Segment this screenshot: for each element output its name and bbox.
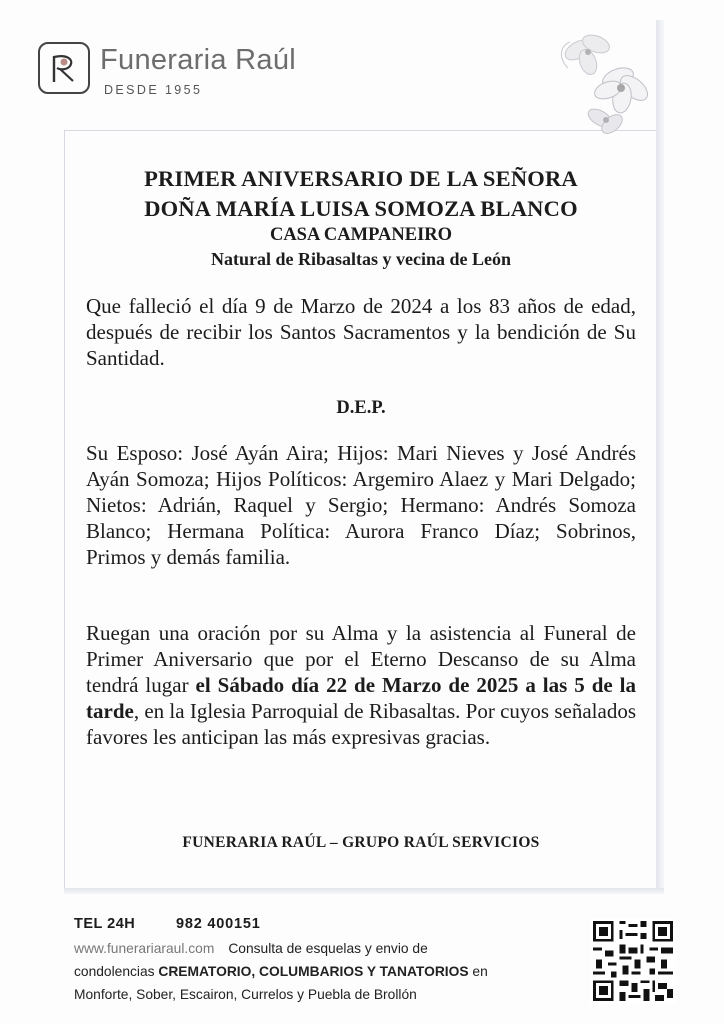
funeraria-r-logo-icon bbox=[38, 42, 90, 94]
footer-line-3: Monforte, Sober, Escairon, Currelos y Puebla de Brollón bbox=[74, 987, 417, 1002]
death-notice: Que falleció el día 9 de Marzo de 2024 a los 83 años de edad, después de recibir los Santos Sacramentos y la bendición de Su Santidad. bbox=[86, 294, 636, 370]
frame-shadow-right bbox=[656, 20, 664, 892]
footer-line-2-prefix: condolencias bbox=[74, 964, 159, 979]
funeral-date: el Sábado día 22 de Marzo de 2025 a las 5 de la tarde bbox=[86, 673, 636, 723]
tel-label: TEL 24H bbox=[74, 916, 136, 932]
footer-line-2 bbox=[74, 964, 488, 979]
logo-name: Funeraria Raúl bbox=[100, 44, 297, 76]
origin-line: Natural de Ribasaltas y vecina de León bbox=[210, 249, 511, 269]
signature: FUNERARIA RAÚL – GRUPO RAÚL SERVICIOS bbox=[182, 834, 540, 851]
family-list: Su Esposo: José Ayán Aira; Hijos: Mari Nieves y José Andrés Ayán Somoza; Hijos Políticos: Argemiro Alaez y Mari Delgado; Nietos: Adrián, Raquel y Sergio; Hermano: Andrés Somoza Blanco; Hermana Política: Aurora Franco Díaz; Sobrinos, Primos y demás familia. bbox=[86, 441, 636, 569]
footer-line-1-text: Consulta de esquelas y envio de bbox=[228, 941, 428, 956]
footer-line-2-suffix: en bbox=[468, 964, 488, 979]
footer-line-1 bbox=[74, 941, 428, 956]
funeral-rest: , en la Iglesia Parroquial de Ribasaltas. Por cuyos señalados favores les anticipan las más expresivas gracias. bbox=[86, 699, 636, 749]
house-name: CASA CAMPANEIRO bbox=[269, 225, 453, 245]
qr-code-icon[interactable] bbox=[590, 918, 676, 1004]
logo-since: DESDE 1955 bbox=[104, 83, 203, 97]
funeral-invitation bbox=[86, 620, 636, 750]
title-line-2: DOÑA MARÍA LUISA SOMOZA BLANCO bbox=[144, 196, 578, 221]
title-line-1: PRIMER ANIVERSARIO DE LA SEÑORA bbox=[144, 166, 578, 191]
tel-number[interactable]: 982 400151 bbox=[176, 916, 261, 932]
footer-services: CREMATORIO, COLUMBARIOS Y TANATORIOS bbox=[158, 964, 469, 979]
website-link[interactable]: www.funerariaraul.com bbox=[74, 941, 215, 956]
frame-shadow-bottom bbox=[64, 888, 664, 894]
dep-heading: D.E.P. bbox=[336, 398, 386, 418]
funeral-intro: Ruegan una oración por su Alma y la asistencia al Funeral de Primer Aniversario que por el Eterno Descanso de su Alma tendrá lugar bbox=[86, 621, 636, 697]
flower-decoration-icon bbox=[548, 28, 656, 138]
